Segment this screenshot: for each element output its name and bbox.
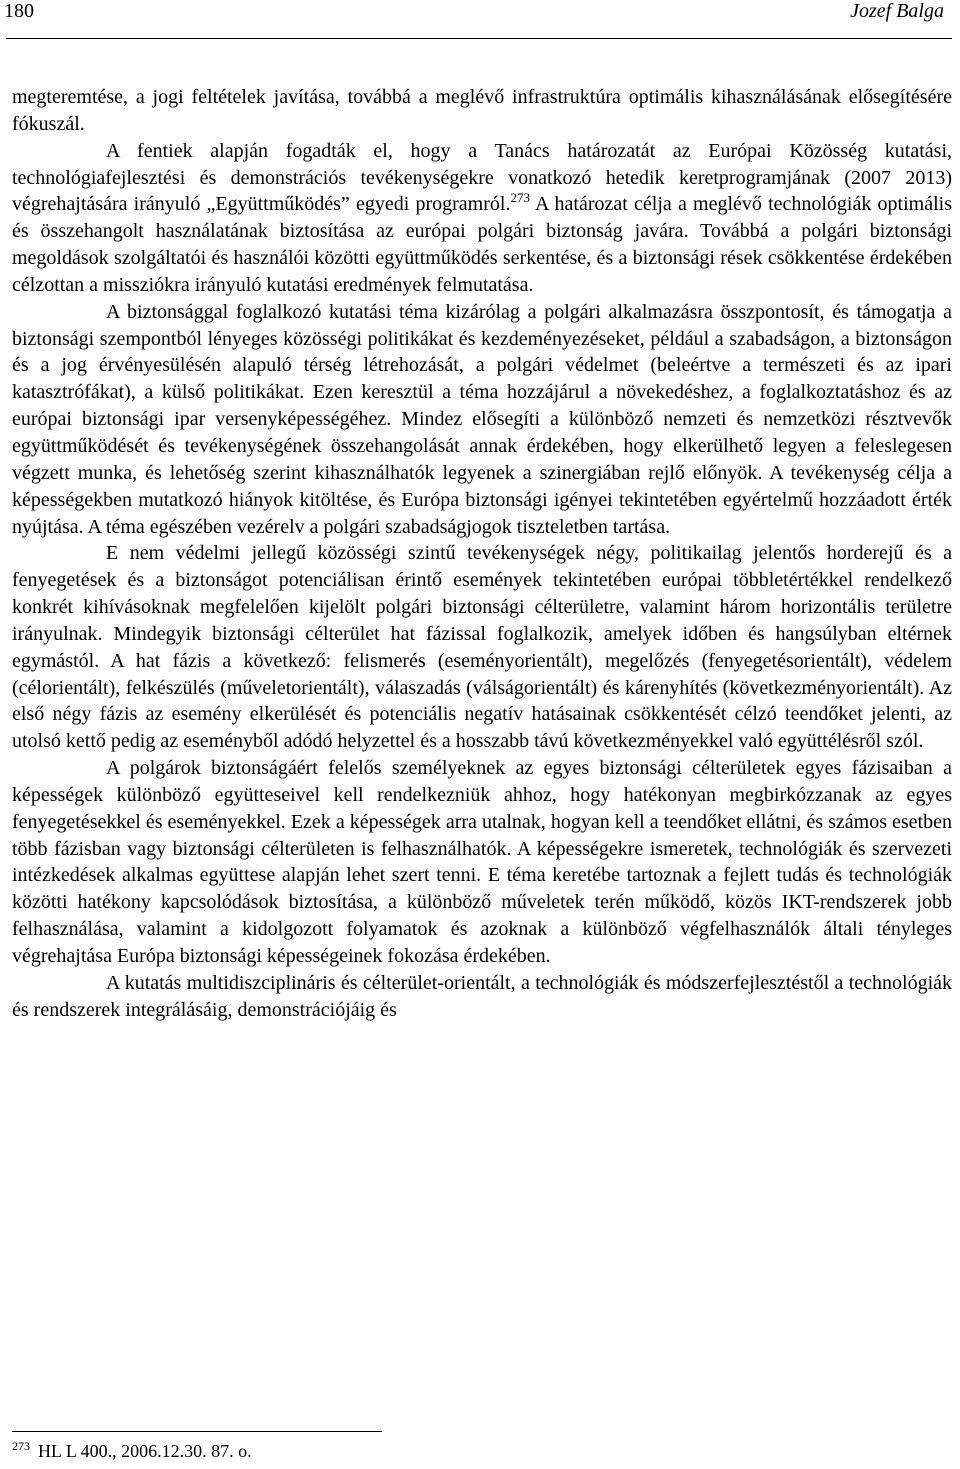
footnote-reference[interactable]: 273	[510, 190, 530, 206]
footnote-number: 273	[12, 1439, 30, 1453]
paragraph-6: A kutatás multidiszciplináris és célterület-orientált, a technológiák és módszerfejlesztéstől a technológiák és rendszerek integrálásáig, demonstrációjáig és	[12, 971, 952, 1021]
page-number: 180	[4, 0, 34, 22]
paragraph-5: A polgárok biztonságáért felelős személyeknek az egyes biztonsági célterületek egyes fázisaiban a képességek különböző együtteseivel kell rendelkezniük ahhoz, hogy hatékonyan megbirkózzanak az egyes fenyegetésekkel és eseményekkel. Ezek a képességek arra utalnak, hogyan kell a teendőket ellátni, és számos esetben több fázisban vagy biztonsági célterületen is felhasználhatók. A képességekre ismeretek, technológiák és szervezeti intézkedések alkalmas együttese alapján lehet szert tenni. E téma keretébe tartoznak a fejlett tudás és technológiák közötti hatékony kapcsolódások biztosítása, a különböző műveletek terén működő, közös IKT-rendszerek jobb felhasználása, valamint a kidolgozott folyamatok és azoknak a különböző végfelhasználók általi tényleges végrehajtása Európa biztonsági képességeinek fokozása érdekében.	[12, 757, 952, 967]
running-header-author: Jozef Balga	[850, 0, 944, 22]
paragraph-2-text-a: A fentiek alapján fogadták el, hogy a Tanács határozatát az Európai Közösség kutatási, technológiafejlesztési és demonstrációs tevékenységekre vonatkozó hetedik keretprogramjának (2007 2013) végrehajtására irányuló „Együttműködés” egyedi programról.	[12, 139, 952, 216]
footnote-rule	[12, 1431, 382, 1432]
paragraph-2	[12, 138, 952, 299]
page-header	[0, 0, 960, 40]
body-text	[12, 84, 952, 1024]
paragraph-1: megteremtése, a jogi feltételek javítása, továbbá a meglévő infrastruktúra optimális kihasználásának elősegítésére fókuszál.	[12, 86, 952, 135]
footnote	[12, 1440, 252, 1462]
paragraph-4: E nem védelmi jellegű közösségi szintű tevékenységek négy, politikailag jelentős horderejű és a fenyegetések és a biztonságot potenciálisan érintő események tekintetében európai többletértékkel rendelkező konkrét kihívásoknak megfelelően kijelölt polgári biztonsági célterületre, valamint három horizontális területre irányulnak. Mindegyik biztonsági célterület hat fázissal foglalkozik, amelyek időben és hangsúlyban eltérnek egymástól. A hat fázis a következő: felismerés (eseményorientált), megelőzés (fenyegetésorientált), védelem (célorientált), felkészülés (műveletorientált), válaszadás (válságorientált) és kárenyhítés (következményorientált). Az első négy fázis az esemény elkerülését és potenciális negatív hatásainak csökkentését célzó teendőket jelenti, az utolsó kettő pedig az eseményből adódó helyzettel és a hosszabb távú következményekkel való együttélésről szól.	[12, 542, 952, 753]
footnote-text: HL L 400., 2006.12.30. 87. o.	[38, 1441, 252, 1461]
paragraph-3: A biztonsággal foglalkozó kutatási téma kizárólag a polgári alkalmazásra összpontosít, és támogatja a biztonsági szempontból lényeges közösségi politikákat és kezdeményezéseket, például a szabadságon, a biztonságon és a jog érvényesülésén alapuló térség létrehozását, a polgári védelmet (beleértve a természeti és az ipari katasztrófákat), a külső politikákat. Ezen keresztül a téma hozzájárul a növekedéshez, a foglalkoztatáshoz és az európai biztonsági ipar versenyképességéhez. Mindez elősegíti a különböző nemzeti és nemzetközi résztvevők együttműködését és tevékenységének összehangolását annak érdekében, hogy elkerülhető legyen a feleslegesen végzett munka, és lehetőség szerint kihasználhatók legyenek a szinergiában rejlő előnyök. A tevékenység célja a képességekben mutatkozó hiányok kitöltése, és Európa biztonsági igényei tekintetében egyértelmű hozzáadott érték nyújtása. A téma egészében vezérelv a polgári szabadságjogok tiszteletben tartása.	[12, 300, 952, 538]
header-rule	[6, 38, 952, 39]
paragraph-2-text-b: A határozat célja a meglévő technológiák optimális és összehangolt használatának biztosítása az európai polgári biztonság javára. Továbbá a polgári biztonsági megoldások szolgáltatói és használói közötti együttműködés serkentése, és a biztonsági rések csökkentése érdekében célzottan a missziókra irányuló kutatási eredmények felmutatása.	[12, 193, 952, 296]
